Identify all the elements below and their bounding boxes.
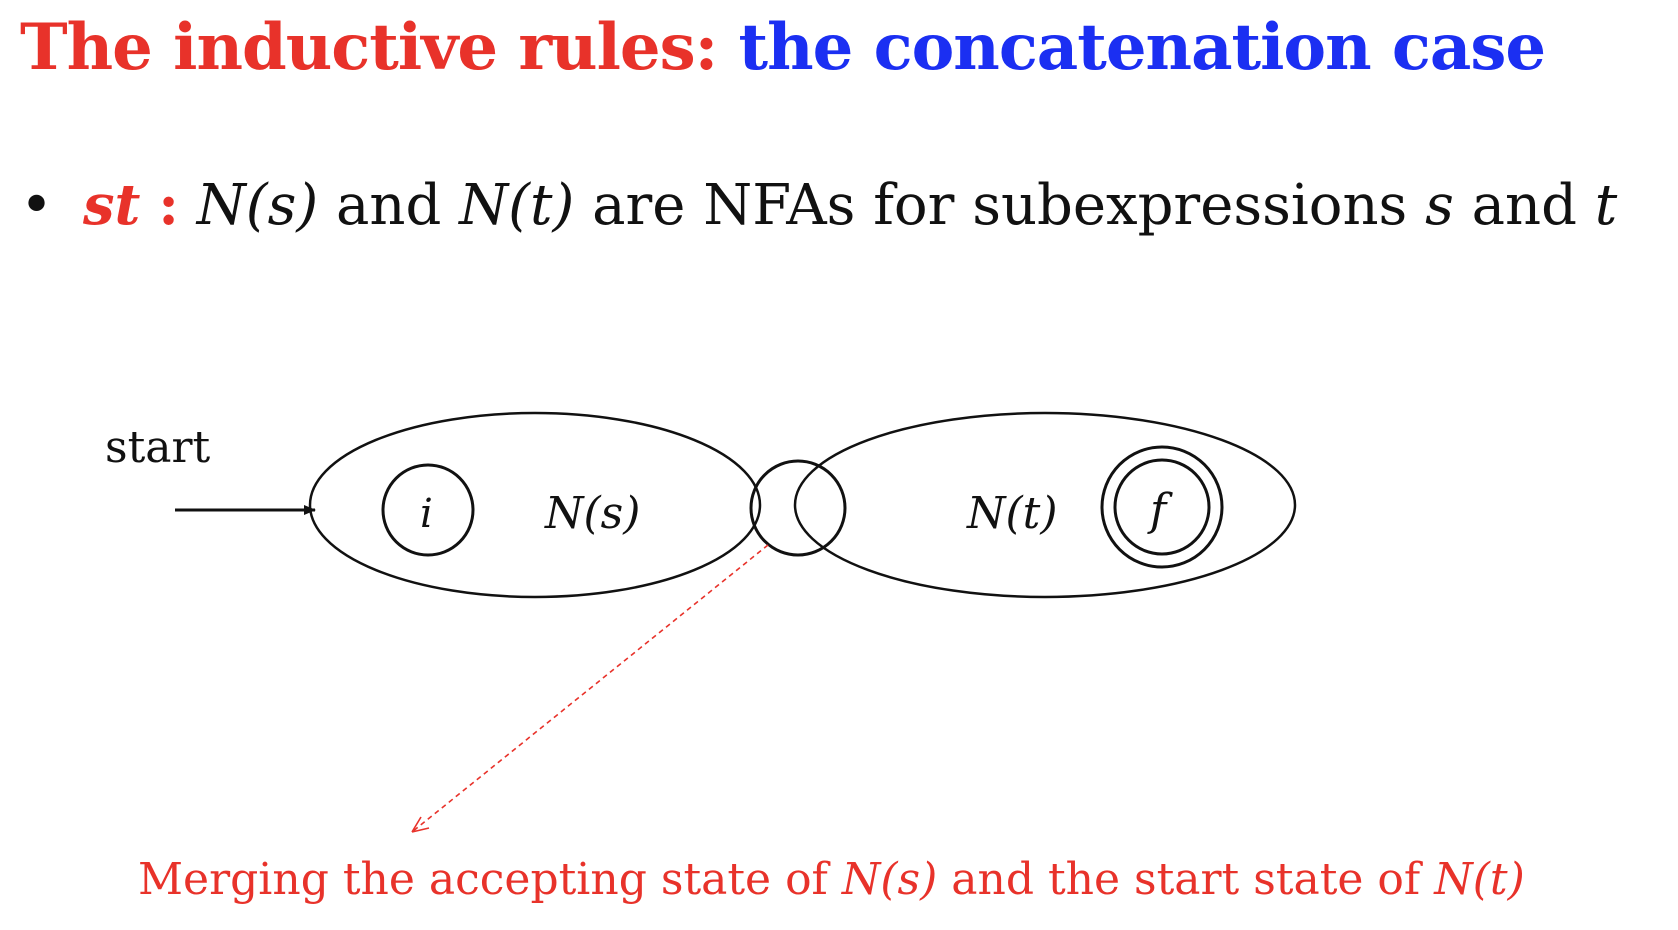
caption-ns: N(s) [841, 854, 938, 905]
callout-caption [138, 852, 1525, 908]
bullet-s: s [1425, 173, 1454, 238]
title-prefix: The inductive rules: [20, 10, 718, 85]
title-topic: the concatenation case [738, 10, 1546, 85]
state-f-label: f [1150, 485, 1167, 536]
caption-text-1: Merging the accepting state of [138, 854, 828, 905]
bullet-text-2: are NFAs for subexpressions [592, 173, 1408, 238]
nt-label: N(t) [967, 488, 1058, 539]
bullet-text-1: and [335, 173, 442, 238]
callout-arrow [412, 545, 768, 832]
state-i-label: i [420, 491, 433, 537]
caption-nt: N(t) [1434, 854, 1525, 905]
bullet-t: t [1594, 173, 1618, 238]
start-label: start [105, 422, 211, 473]
bullet-ns: N(s) [196, 173, 319, 238]
bullet-text-3: and [1471, 173, 1577, 238]
bullet-icon: • [20, 173, 54, 238]
ns-label: N(s) [545, 488, 641, 539]
ns-ellipse [310, 413, 760, 597]
bullet-nt: N(t) [459, 173, 575, 238]
bullet-expression: st [83, 172, 141, 238]
caption-text-2: and the start state of [951, 854, 1421, 905]
merged-state [751, 461, 845, 555]
bullet-colon: : [158, 172, 179, 238]
